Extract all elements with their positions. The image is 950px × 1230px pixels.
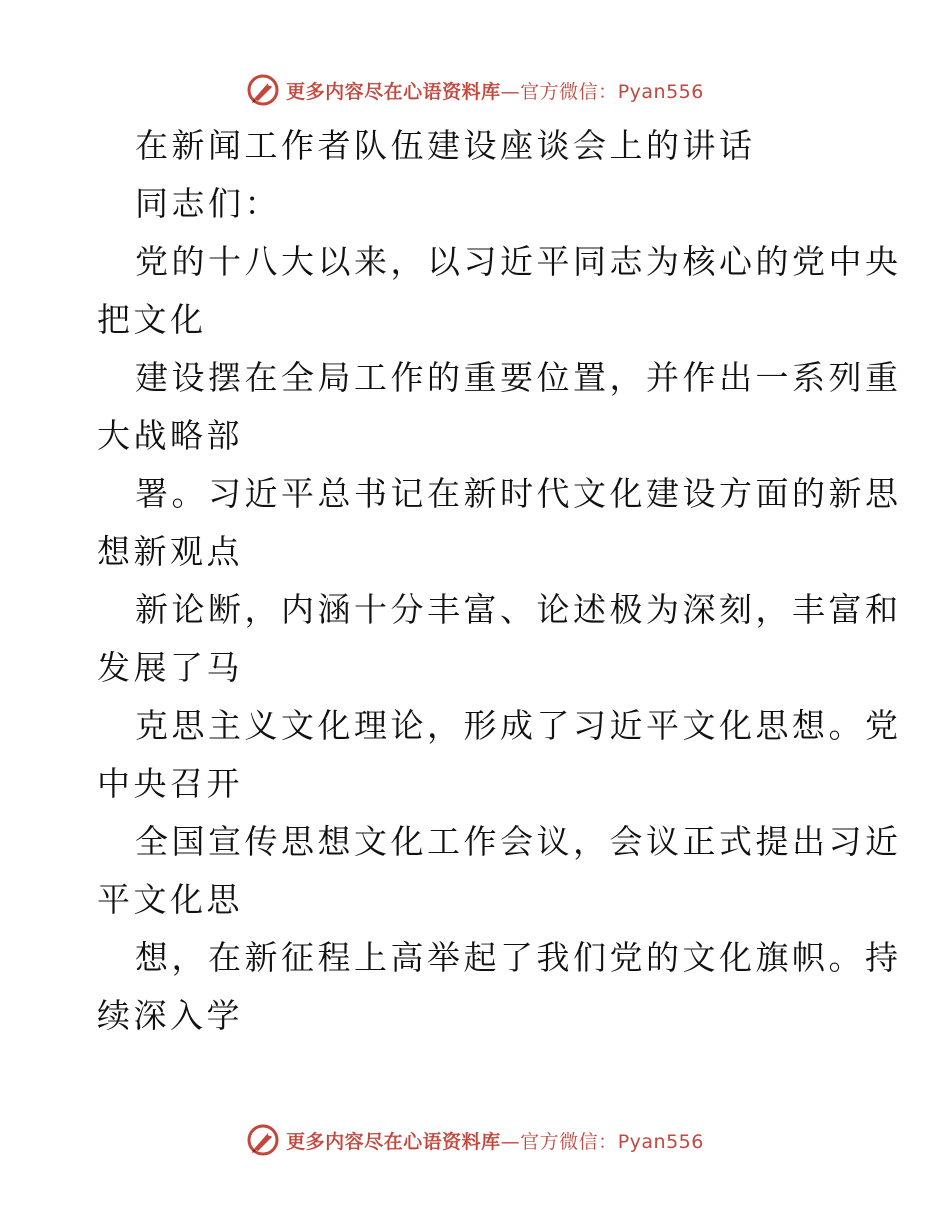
footer-watermark [0, 1120, 950, 1160]
paragraph-line: 中央召开 [97, 764, 243, 803]
paragraph-line: 党的十八大以来，以习近平同志为核心的党中央 [135, 242, 902, 281]
paragraph-line: 想新观点 [97, 532, 243, 571]
watermark-label: 官方微信： [520, 80, 618, 103]
paragraph-line: 署。习近平总书记在新时代文化建设方面的新思 [135, 474, 902, 513]
paragraph-line: 建设摆在全局工作的重要位置，并作出一系列重 [135, 358, 902, 397]
header-watermark [0, 70, 950, 110]
watermark-account: Pyan556 [617, 80, 704, 103]
paragraph-line: 想，在新征程上高举起了我们党的文化旗帜。持 [135, 938, 902, 977]
paragraph-line: 平文化思 [97, 880, 243, 919]
watermark-label: 官方微信： [520, 1130, 618, 1153]
watermark-text [286, 77, 704, 104]
paragraph-line: 把文化 [97, 300, 207, 339]
watermark-separator: — [500, 80, 521, 103]
watermark-separator: — [500, 1130, 521, 1153]
watermark-account: Pyan556 [617, 1130, 704, 1153]
watermark-site-text: 更多内容尽在心语资料库 [286, 80, 501, 103]
paragraph-line: 全国宣传思想文化工作会议，会议正式提出习近 [135, 822, 902, 861]
watermark-text [286, 1127, 704, 1154]
paragraph-line: 发展了马 [97, 648, 243, 687]
watermark-site-text: 更多内容尽在心语资料库 [286, 1130, 501, 1153]
paragraph-line: 大战略部 [97, 416, 243, 455]
pen-logo-icon [246, 73, 280, 107]
paragraph-line: 克思主义文化理论，形成了习近平文化思想。党 [135, 706, 902, 745]
paragraph-line: 续深入学 [97, 996, 243, 1035]
document-title: 在新闻工作者队伍建设座谈会上的讲话 [135, 126, 756, 165]
paragraph-line: 新论断，内涵十分丰富、论述极为深刻，丰富和 [135, 590, 902, 629]
pen-logo-icon [246, 1123, 280, 1157]
document-salutation: 同志们： [135, 184, 281, 223]
